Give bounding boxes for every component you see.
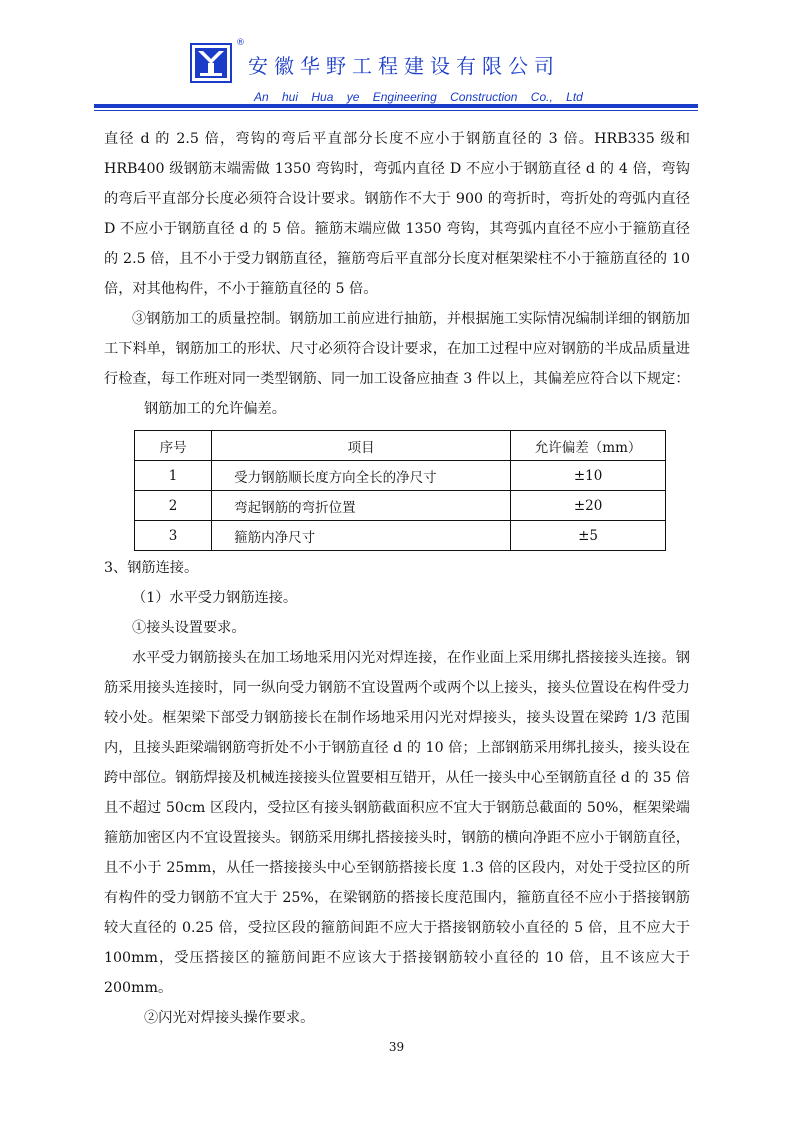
- table-cell-tolerance: ±20: [511, 491, 666, 521]
- table-header-row: [135, 431, 666, 461]
- table-row: [135, 461, 666, 491]
- table-cell-tolerance: ±10: [511, 461, 666, 491]
- document-body: [104, 124, 690, 1033]
- table-cell-item: 弯起钢筋的弯折位置: [212, 491, 511, 521]
- paragraph-hook-bending: 直径 d 的 2.5 倍，弯钩的弯后平直部分长度不应小于钢筋直径的 3 倍。HRB335 级和 HRB400 级钢筋末端需做 1350 弯钩时，弯弧内直径 D 不应小于钢筋直径 d 的 4 倍，弯钩的弯后平直部分长度必须符合设计要求。钢筋作不大于 900 的弯折时，弯折处的弯弧内直径 D 不应小于钢筋直径 d 的 5 倍。箍筋末端应做 1350 弯钩，其弯弧内直径不应小于箍筋直径的 2.5 倍，且不小于受力钢筋直径，箍筋弯后平直部分长度对框架梁柱不小于箍筋直径的 10 倍，对其他构件，不小于箍筋直径的 5 倍。: [104, 131, 690, 297]
- item-heading-flash-butt-welding: ②闪光对焊接头操作要求。: [144, 1010, 315, 1026]
- table-cell-item: 受力钢筋顺长度方向全长的净尺寸: [212, 461, 511, 491]
- company-logo-icon: [190, 40, 234, 84]
- header-rule-thick: [94, 104, 698, 108]
- table-header-item: 项目: [212, 431, 511, 461]
- paragraph-processing-quality: ③钢筋加工的质量控制。钢筋加工前应进行抽筋，并根据施工实际情况编制详细的钢筋加工下料单，钢筋加工的形状、尺寸必须符合设计要求，在加工过程中应对钢筋的半成品质量进行检查，每工作班对同一类型钢筋、同一加工设备应抽查 3 件以上，其偏差应符合以下规定：: [104, 311, 690, 387]
- table-row: [135, 491, 666, 521]
- table-cell-tolerance: ±5: [511, 521, 666, 551]
- table-cell-item: 箍筋内净尺寸: [212, 521, 511, 551]
- table-header-no: 序号: [135, 431, 212, 461]
- table-header-tolerance: 允许偏差（mm）: [511, 431, 666, 461]
- tolerance-table: [134, 430, 666, 551]
- section-heading-rebar-connection: 3、钢筋连接。: [104, 560, 199, 576]
- company-name-chinese: 安徽华野工程建设有限公司: [248, 54, 560, 78]
- subsection-heading-horizontal: （1）水平受力钢筋连接。: [132, 590, 298, 606]
- page-header: [0, 0, 793, 115]
- table-cell-no: 3: [135, 521, 212, 551]
- header-rule-thin: [94, 110, 698, 111]
- table-caption: 钢筋加工的允许偏差。: [144, 401, 286, 417]
- table-cell-no: 2: [135, 491, 212, 521]
- page-number: 39: [388, 1040, 405, 1054]
- registered-mark: ®: [236, 38, 245, 48]
- paragraph-joint-details: 水平受力钢筋接头在加工场地采用闪光对焊连接，在作业面上采用绑扎搭接接头连接。钢筋采用接头连接时，同一纵向受力钢筋不宜设置两个或两个以上接头，接头位置设在构件受力较小处。框架梁下部受力钢筋接长在制作场地采用闪光对焊接头，接头设置在梁跨 1/3 范围内，且接头距梁端钢筋弯折处不小于钢筋直径 d 的 10 倍；上部钢筋采用绑扎接头，接头设在跨中部位。钢筋焊接及机械连接接头位置要相互错开，从任一接头中心至钢筋直径 d 的 35 倍且不超过 50cm 区段内，受拉区有接头钢筋截面积应不宜大于钢筋总截面的 50%，框架梁端箍筋加密区内不宜设置接头。钢筋采用绑扎搭接接头时，钢筋的横向净距不应小于钢筋直径，且不小于 25mm，从任一搭接接头中心至钢筋搭接长度 1.3 倍的区段内，对处于受拉区的所有构件的受力钢筋不宜大于 25%，在梁钢筋的搭接长度范围内，箍筋直径不应小于搭接钢筋较大直径的 0.25 倍，受拉区段的箍筋间距不应大于搭接钢筋较小直径的 5 倍，且不应大于 100mm，受压搭接区的箍筋间距不应该大于搭接钢筋较小直径的 10 倍，且不该应大于 200mm。: [104, 650, 690, 996]
- table-row: [135, 521, 666, 551]
- item-heading-joint-requirements: ①接头设置要求。: [132, 620, 246, 636]
- company-name-english: An hui Hua ye Engineering Construction Co., Ltd: [254, 90, 583, 104]
- table-cell-no: 1: [135, 461, 212, 491]
